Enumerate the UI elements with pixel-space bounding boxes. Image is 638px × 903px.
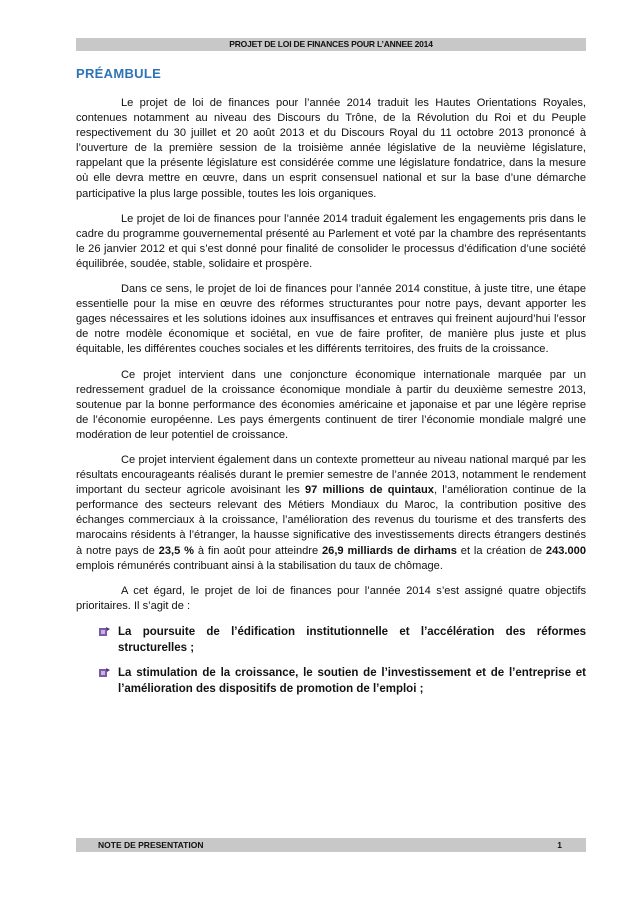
page-number: 1 xyxy=(557,840,562,850)
page-title: PRÉAMBULE xyxy=(76,66,162,81)
text-run: A cet égard, le projet de loi de finances pour l’année 2014 s’est assigné quatre objectifs prioritaires. Il s’agit de : xyxy=(76,584,586,612)
bold-text: 23,5 % xyxy=(158,544,194,557)
header-bar xyxy=(76,38,586,51)
text-run: Ce projet intervient également dans un contexte prometteur au niveau national marqué par les résultats encourageants réalisés durant le premier semestre de l’année 2013, notamment le rendement important du secteur agricole avoisinant les xyxy=(76,453,586,497)
objective-text: La poursuite de l’édification institutionnelle et l’accélération des réformes structurelles ; xyxy=(118,625,586,654)
paragraph xyxy=(76,368,586,443)
bold-text: 26,9 milliards de dirhams xyxy=(322,544,457,557)
bold-text: 97 millions de quintaux xyxy=(304,484,434,497)
text-run: Le projet de loi de finances pour l’année 2014 traduit les Hautes Orientations Royales, contenues notamment au niveau des Discours du Trône, de la Révolution du Roi et du Peuple respectivement du 30 juillet et 20 août 2013 et du Discours Royal du 11 octobre 2013 prononcé à l’ouverture de la première session de la troisième année législative de la neuvième législature, rappelant que la présente législature est considérée comme une législature fondatrice, dans la mesure où elle devra mettre en œuvre, dans un esprit consensuel national et sur la base d’une démarche participative la plus large possible, toutes les lois organiques. xyxy=(76,97,586,200)
paragraph xyxy=(76,453,586,574)
bullet-icon xyxy=(98,627,110,637)
paragraph xyxy=(76,282,586,357)
bold-text: 243.000 xyxy=(545,544,587,557)
objective-item xyxy=(76,665,586,697)
text-run: Dans ce sens, le projet de loi de finances pour l’année 2014 constitue, à juste titre, une étape essentielle pour la mise en œuvre des réformes structurantes pour notre pays, devant apporter les gages nécessaires et les solutions idoines aux insuffisances et entraves qui freinent aujourd’hui l’essor de notre modèle économique et sociétal, en vue de faire profiter, de manière plus juste et plus équitable, les différentes couches sociales et les différents territoires, des fruits de la croissance. xyxy=(76,283,586,356)
paragraph-list xyxy=(76,96,586,614)
text-run: Le projet de loi de finances pour l’année 2014 traduit également les engagements pris dans le cadre du programme gouvernemental présenté au Parlement et voté par la chambre des représentants le 26 janvier 2012 et qui s’est donné pour finalité de consolider le processus d’édification d’une société équilibrée, soudée, stable, solidaire et prospère. xyxy=(76,212,586,270)
paragraph xyxy=(76,96,586,202)
objective-text: La stimulation de la croissance, le soutien de l’investissement et de l’entreprise et l’amélioration des dispositifs de promotion de l’emploi ; xyxy=(118,666,586,695)
objective-item xyxy=(76,624,586,656)
text-run: , l’amélioration continue de la performance des secteurs relevant des Métiers Mondiaux du Maroc, la contribution positive des échanges commerciaux à la croissance, l’amélioration des revenus du tourisme et des transferts des marocains résidents à l’étranger, la hausse significative des investissements directs étrangers destinés à notre pays de xyxy=(76,484,586,557)
text-run: Ce projet intervient dans une conjoncture économique internationale marquée par un redressement graduel de la croissance économique mondiale à partir du deuxième semestre 2013, soutenue par la bonne performance des économies américaine et japonaise et par une légère reprise de l’économie européenne. Les pays émergents continuent de tirer l’économie mondiale malgré une modération de leur potentiel de croissance. xyxy=(76,368,586,441)
footer-bar xyxy=(76,838,586,852)
text-run: à fin août pour atteindre xyxy=(194,544,323,557)
footer-label: NOTE DE PRESENTATION xyxy=(98,840,204,850)
objectives-list xyxy=(76,624,586,697)
text-run: et la création de xyxy=(456,544,546,557)
bullet-icon xyxy=(98,668,110,678)
document-body xyxy=(76,96,586,706)
paragraph xyxy=(76,584,586,614)
text-run: emplois rémunérés contribuant ainsi à la stabilisation du taux de chômage. xyxy=(76,559,443,572)
paragraph xyxy=(76,212,586,272)
header-text: PROJET DE LOI DE FINANCES POUR L’ANNEE 2014 xyxy=(229,39,433,49)
